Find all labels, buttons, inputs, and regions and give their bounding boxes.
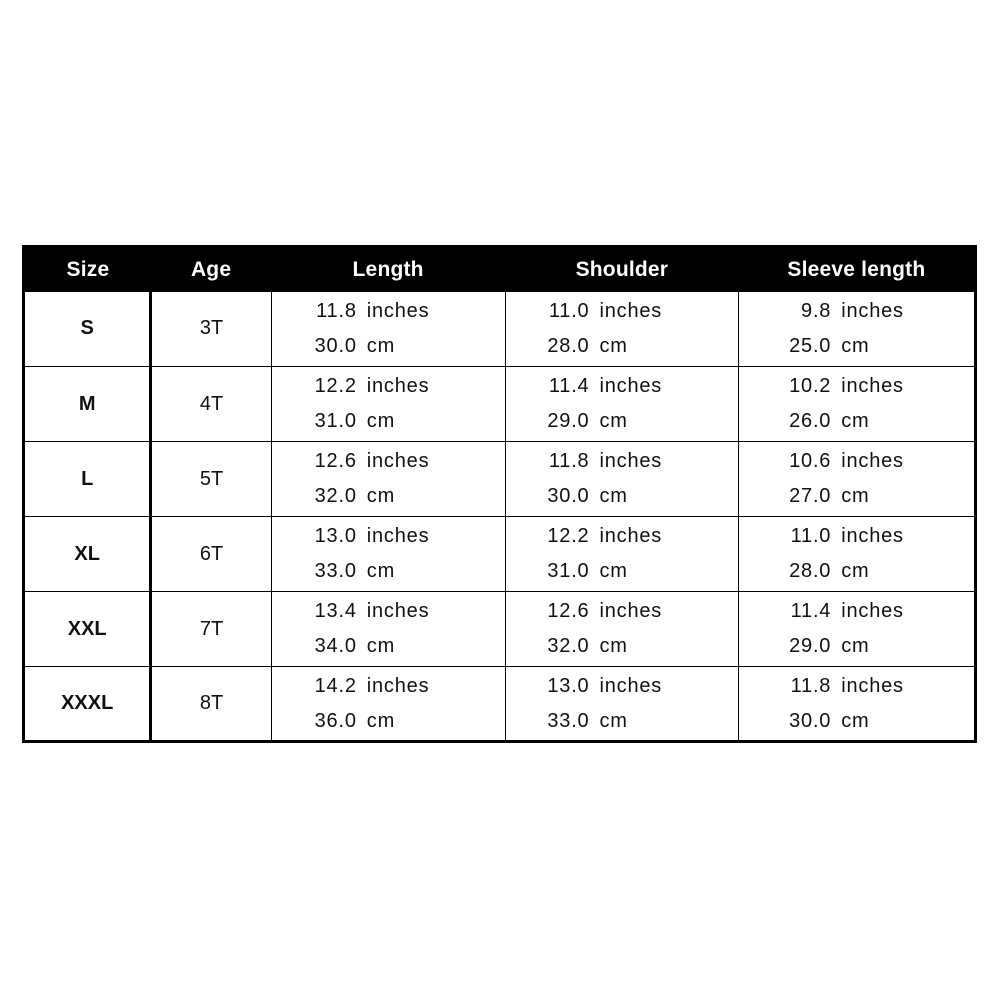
- length-measurement: [272, 300, 505, 358]
- shoulder-inches-value: 13.0: [547, 674, 590, 697]
- length-cm-value: 30.0: [314, 334, 357, 357]
- length-inches-value: 14.2: [314, 674, 357, 697]
- shoulder-measurement: [506, 525, 739, 583]
- sleeve-length-cm-value: 30.0: [789, 709, 832, 732]
- shoulder-inches-line: [538, 300, 739, 323]
- sleeve-length-inches-line: [779, 600, 974, 623]
- sleeve-length-cm-value: 28.0: [789, 560, 832, 582]
- cm-unit: cm: [366, 485, 396, 507]
- length-cm-line: [305, 485, 505, 508]
- shoulder-cell: [505, 592, 739, 667]
- shoulder-inches-value: 11.4: [548, 375, 590, 397]
- sleeve-length-cm-line: [779, 635, 974, 658]
- inches-unit: inches: [599, 525, 663, 547]
- length-cell: [271, 292, 505, 367]
- size-cell: XL: [24, 517, 151, 592]
- length-cell: [271, 517, 505, 592]
- length-cm-line: [305, 335, 505, 358]
- length-measurement: [272, 375, 505, 433]
- shoulder-inches-line: [538, 525, 739, 548]
- size-cell: L: [24, 442, 151, 517]
- shoulder-cm-line: [538, 635, 739, 658]
- sleeve-length-inches-value: 11.4: [790, 600, 832, 622]
- sleeve-length-cm-value: 25.0: [789, 334, 832, 357]
- inches-unit: inches: [841, 375, 904, 397]
- shoulder-inches-value: 12.2: [547, 525, 590, 547]
- inches-unit: inches: [366, 525, 430, 547]
- shoulder-inches-line: [538, 675, 739, 698]
- cm-unit: cm: [841, 410, 870, 432]
- cm-unit: cm: [366, 410, 396, 432]
- inches-unit: inches: [366, 674, 430, 697]
- sleeve-length-measurement: [739, 675, 974, 733]
- shoulder-cm-line: [538, 710, 739, 733]
- length-measurement: [272, 450, 505, 508]
- cm-unit: cm: [599, 485, 628, 507]
- cm-unit: cm: [599, 635, 628, 657]
- sleeve-length-inches-line: [779, 450, 974, 473]
- shoulder-cell: [505, 517, 739, 592]
- table-row: [24, 517, 976, 592]
- length-measurement: [272, 525, 505, 583]
- length-inches-line: [305, 300, 505, 323]
- shoulder-cm-line: [538, 485, 739, 508]
- shoulder-measurement: [506, 675, 739, 733]
- sleeve-length-cell: [739, 292, 976, 367]
- shoulder-measurement: [506, 600, 739, 658]
- size-cell: XXXL: [24, 667, 151, 742]
- length-cell: [271, 442, 505, 517]
- length-cm-line: [305, 560, 505, 583]
- cm-unit: cm: [599, 560, 628, 582]
- shoulder-measurement: [506, 450, 739, 508]
- shoulder-inches-line: [538, 600, 739, 623]
- length-inches-line: [305, 450, 505, 473]
- age-cell: 5T: [151, 442, 271, 517]
- length-cell: [271, 667, 505, 742]
- cm-unit: cm: [366, 635, 396, 657]
- length-inches-value: 11.8: [316, 299, 357, 322]
- table-row: [24, 667, 976, 742]
- length-cm-value: 31.0: [314, 410, 357, 432]
- sleeve-length-cm-line: [779, 410, 974, 433]
- length-inches-value: 13.0: [314, 525, 357, 547]
- sleeve-length-measurement: [739, 375, 974, 433]
- sleeve-length-measurement: [739, 600, 974, 658]
- shoulder-cell: [505, 667, 739, 742]
- table-row: [24, 292, 976, 367]
- cm-unit: cm: [841, 560, 870, 582]
- inches-unit: inches: [366, 299, 430, 322]
- sleeve-length-cm-line: [779, 710, 974, 733]
- size-chart-table: [22, 245, 977, 743]
- age-cell: 7T: [151, 592, 271, 667]
- cm-unit: cm: [366, 334, 396, 357]
- sleeve-length-inches-value: 9.8: [801, 299, 832, 322]
- sleeve-length-cell: [739, 667, 976, 742]
- sleeve-length-cm-value: 29.0: [789, 635, 832, 657]
- inches-unit: inches: [841, 299, 904, 322]
- inches-unit: inches: [599, 674, 663, 697]
- sleeve-length-inches-line: [779, 675, 974, 698]
- table-header: [24, 247, 976, 292]
- age-cell: 8T: [151, 667, 271, 742]
- cm-unit: cm: [841, 485, 870, 507]
- age-cell: 3T: [151, 292, 271, 367]
- length-cm-value: 33.0: [314, 560, 357, 582]
- table-body: [24, 292, 976, 742]
- shoulder-cell: [505, 442, 739, 517]
- shoulder-cm-value: 28.0: [547, 334, 590, 357]
- inches-unit: inches: [599, 450, 663, 472]
- age-cell: 4T: [151, 367, 271, 442]
- length-cm-line: [305, 635, 505, 658]
- cm-unit: cm: [599, 709, 628, 732]
- shoulder-measurement: [506, 375, 739, 433]
- shoulder-inches-value: 12.6: [547, 600, 590, 622]
- shoulder-cm-value: 31.0: [547, 560, 590, 582]
- length-inches-line: [305, 600, 505, 623]
- sleeve-length-inches-value: 11.0: [790, 525, 832, 547]
- sleeve-length-inches-value: 11.8: [790, 674, 832, 697]
- header-row: [24, 247, 976, 292]
- sleeve-length-cm-line: [779, 335, 974, 358]
- inches-unit: inches: [599, 299, 663, 322]
- length-cm-line: [305, 710, 505, 733]
- shoulder-cm-value: 32.0: [547, 635, 590, 657]
- sleeve-length-cm-value: 26.0: [789, 410, 832, 432]
- length-cell: [271, 367, 505, 442]
- sleeve-length-inches-line: [779, 300, 974, 323]
- cm-unit: cm: [366, 709, 396, 732]
- length-measurement: [272, 600, 505, 658]
- header-length: Length: [352, 257, 424, 281]
- shoulder-cm-value: 29.0: [547, 410, 590, 432]
- sleeve-length-measurement: [739, 525, 974, 583]
- shoulder-inches-value: 11.0: [548, 299, 590, 322]
- cm-unit: cm: [841, 709, 870, 732]
- shoulder-cm-line: [538, 560, 739, 583]
- sleeve-length-cell: [739, 592, 976, 667]
- length-cm-value: 32.0: [314, 485, 357, 507]
- cm-unit: cm: [366, 560, 396, 582]
- table-row: [24, 367, 976, 442]
- length-inches-line: [305, 375, 505, 398]
- cm-unit: cm: [841, 334, 870, 357]
- header-shoulder: Shoulder: [575, 257, 669, 281]
- shoulder-cm-line: [538, 410, 739, 433]
- length-inches-value: 13.4: [314, 600, 357, 622]
- shoulder-cm-value: 33.0: [547, 709, 590, 732]
- shoulder-cm-value: 30.0: [547, 485, 590, 507]
- inches-unit: inches: [599, 600, 663, 622]
- inches-unit: inches: [841, 600, 904, 622]
- table-row: [24, 442, 976, 517]
- cm-unit: cm: [841, 635, 870, 657]
- inches-unit: inches: [366, 450, 430, 472]
- length-inches-line: [305, 525, 505, 548]
- sleeve-length-measurement: [739, 450, 974, 508]
- sleeve-length-cm-line: [779, 560, 974, 583]
- shoulder-inches-value: 11.8: [548, 450, 590, 472]
- inches-unit: inches: [366, 600, 430, 622]
- sleeve-length-measurement: [739, 300, 974, 358]
- inches-unit: inches: [841, 525, 904, 547]
- length-measurement: [272, 675, 505, 733]
- header-sleeve-length: Sleeve length: [787, 257, 926, 281]
- cm-unit: cm: [599, 334, 628, 357]
- length-cm-value: 36.0: [314, 709, 357, 732]
- size-cell: S: [24, 292, 151, 367]
- shoulder-cell: [505, 292, 739, 367]
- inches-unit: inches: [841, 450, 904, 472]
- sleeve-length-inches-value: 10.6: [789, 450, 832, 472]
- cm-unit: cm: [599, 410, 628, 432]
- shoulder-measurement: [506, 300, 739, 358]
- sleeve-length-cm-line: [779, 485, 974, 508]
- length-inches-line: [305, 675, 505, 698]
- age-cell: 6T: [151, 517, 271, 592]
- inches-unit: inches: [366, 375, 430, 397]
- length-cm-line: [305, 410, 505, 433]
- header-size: Size: [66, 257, 110, 281]
- header-age: Age: [190, 257, 232, 281]
- length-inches-value: 12.6: [314, 450, 357, 472]
- inches-unit: inches: [599, 375, 663, 397]
- inches-unit: inches: [841, 674, 904, 697]
- sleeve-length-inches-value: 10.2: [789, 375, 832, 397]
- length-cm-value: 34.0: [314, 635, 357, 657]
- size-cell: XXL: [24, 592, 151, 667]
- sleeve-length-inches-line: [779, 525, 974, 548]
- sleeve-length-cell: [739, 367, 976, 442]
- shoulder-cell: [505, 367, 739, 442]
- sleeve-length-cell: [739, 517, 976, 592]
- length-inches-value: 12.2: [314, 375, 357, 397]
- shoulder-cm-line: [538, 335, 739, 358]
- shoulder-inches-line: [538, 450, 739, 473]
- table-row: [24, 592, 976, 667]
- sleeve-length-cm-value: 27.0: [789, 485, 832, 507]
- length-cell: [271, 592, 505, 667]
- shoulder-inches-line: [538, 375, 739, 398]
- sleeve-length-inches-line: [779, 375, 974, 398]
- sleeve-length-cell: [739, 442, 976, 517]
- size-cell: M: [24, 367, 151, 442]
